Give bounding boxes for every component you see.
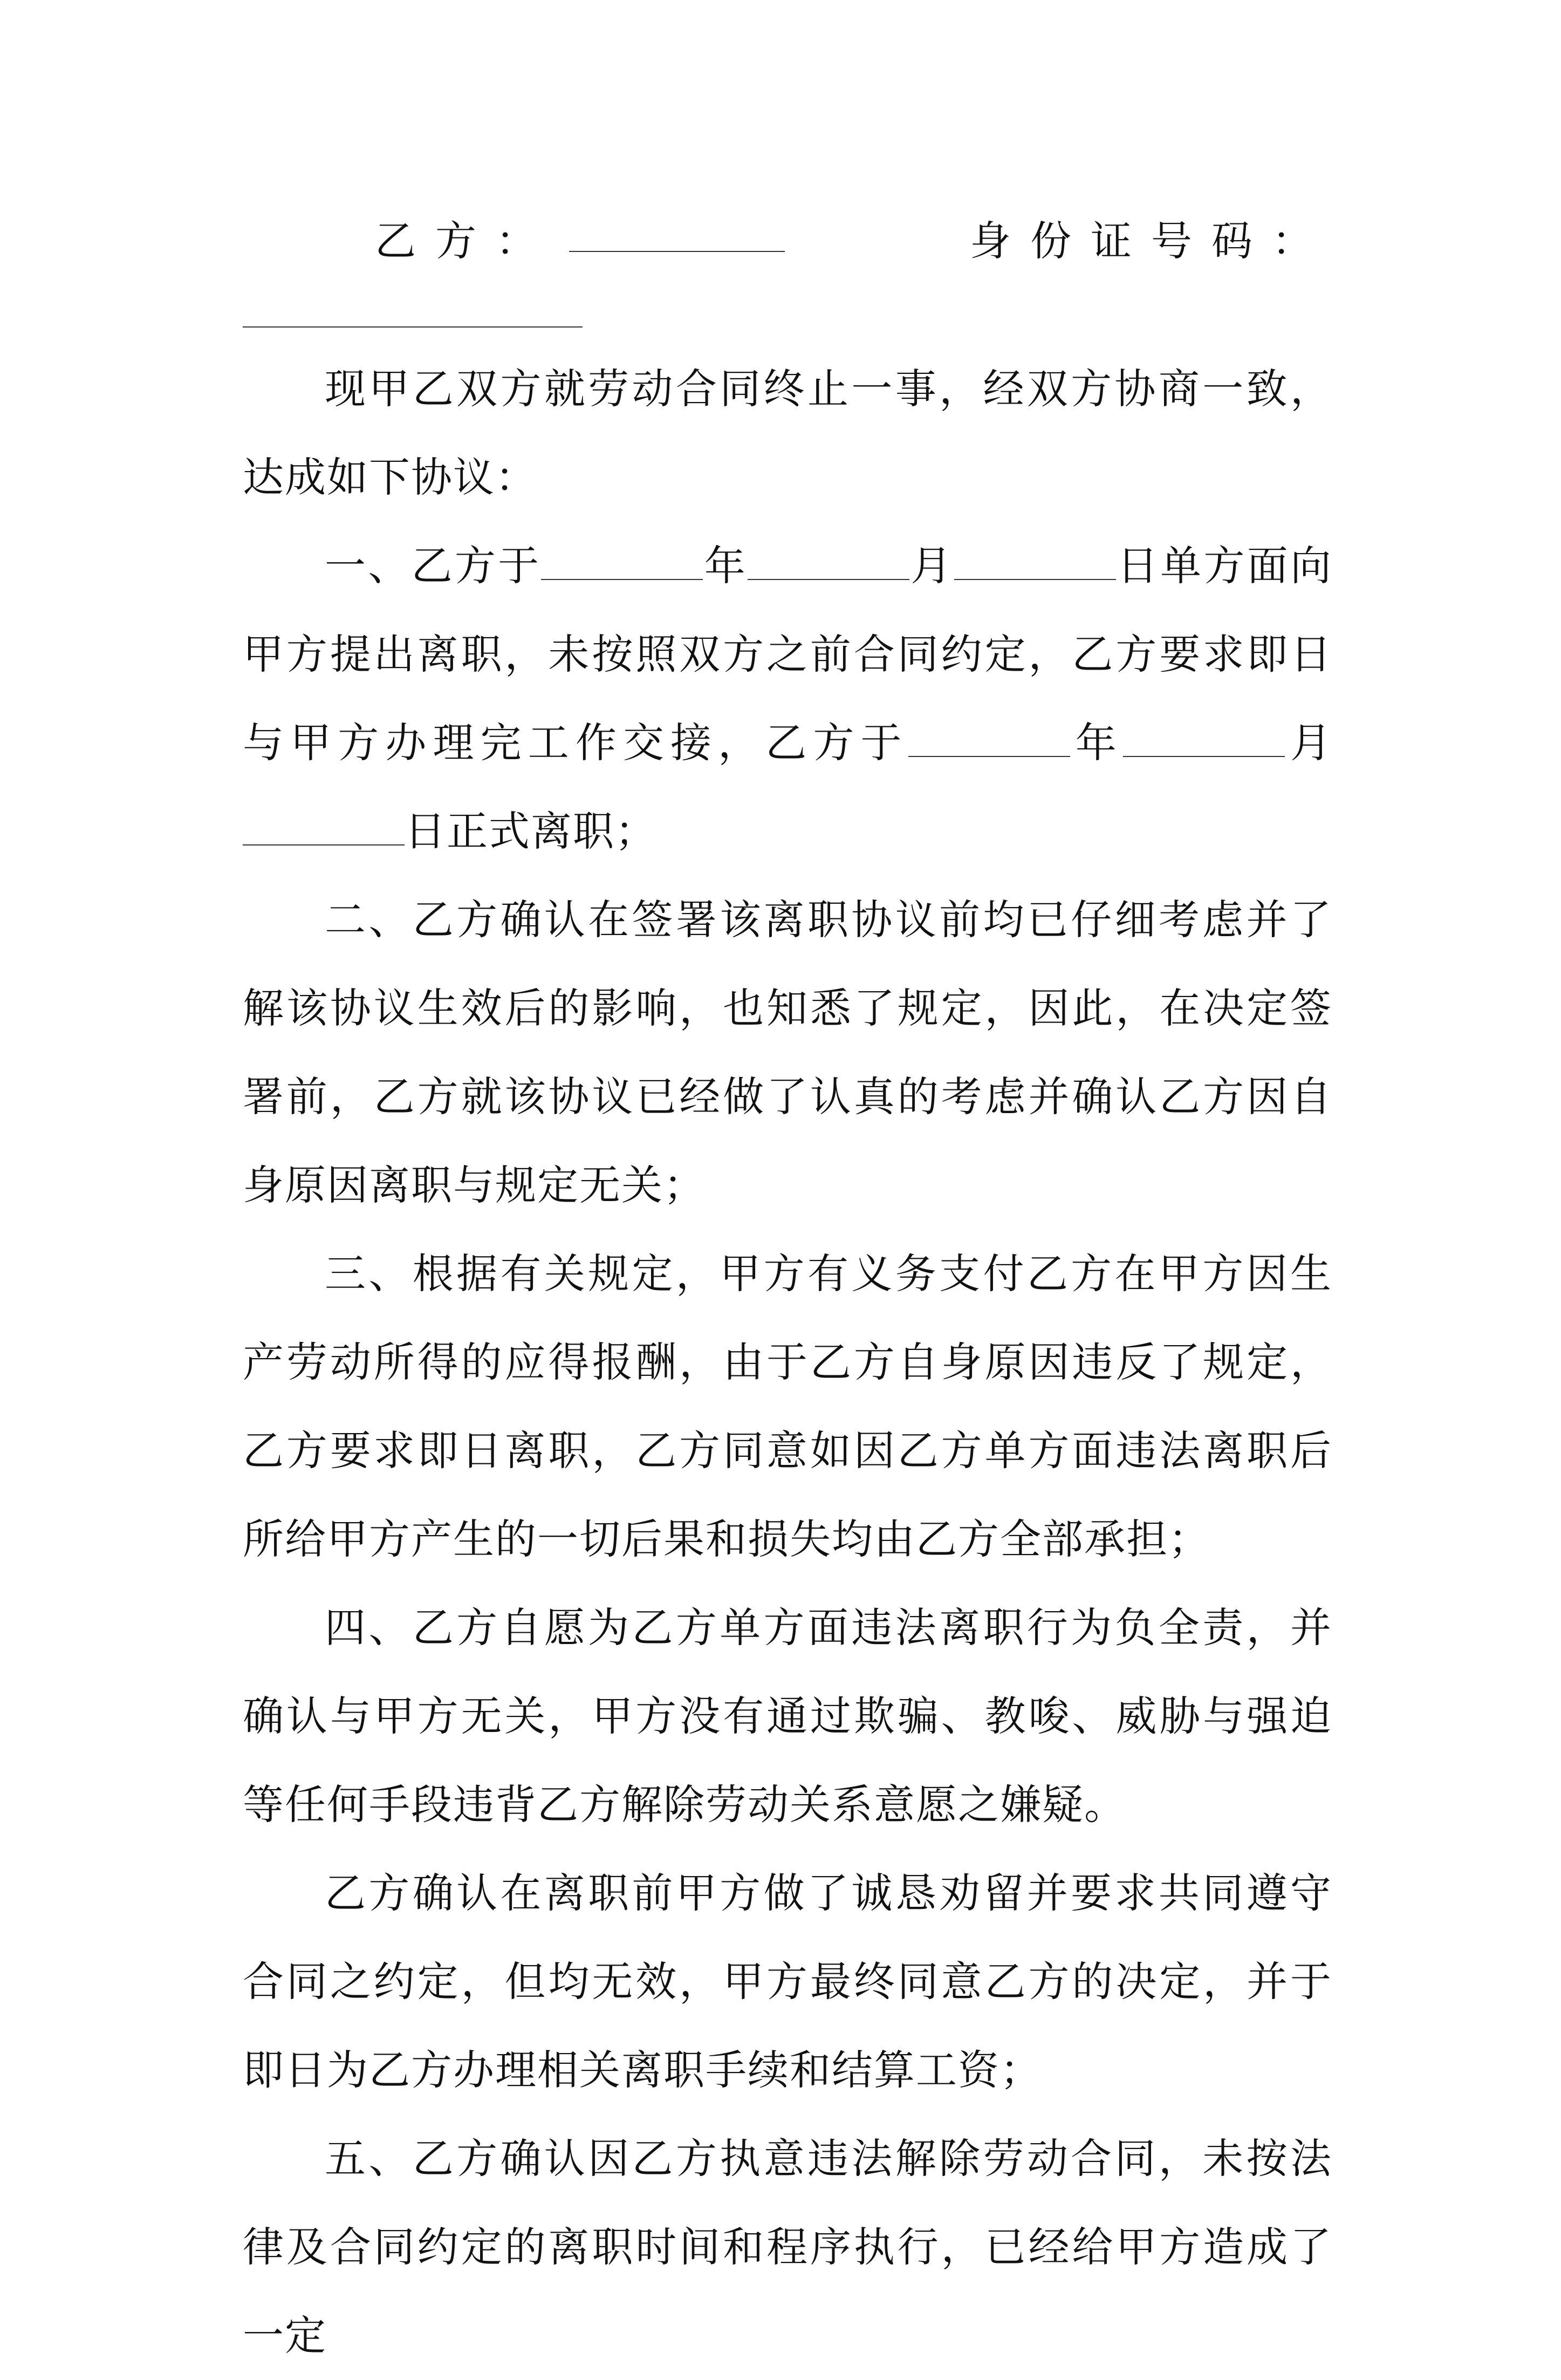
year-blank-2 [908, 717, 1070, 757]
year-blank [541, 540, 703, 580]
year-label-2: 年 [1070, 719, 1123, 767]
clause-1-paragraph [243, 522, 1332, 876]
id-number-blank [243, 326, 583, 328]
month-label-2: 月 [1284, 719, 1333, 767]
clause-4-paragraph: 四、乙方自愿为乙方单方面违法离职行为负全责，并确认与甲方无关，甲方没有通过欺骗、教唆、威胁与强迫等任何手段违背乙方解除劳动关系意愿之嫌疑。 [243, 1604, 1332, 1829]
id-number-label: 身份证号码： [970, 217, 1332, 265]
month-blank-2 [1123, 717, 1285, 757]
clause-3-paragraph: 三、根据有关规定，甲方有义务支付乙方在甲方因生产劳动所得的应得报酬，由于乙方自身原因违反了规定，乙方要求即日离职，乙方同意如因乙方单方面违法离职后所给甲方产生的一切后果和损失均由乙方全部承担； [243, 1250, 1332, 1563]
clause-1-text-c: 日正式离职； [405, 807, 657, 855]
clause-4b-paragraph: 乙方确认在离职前甲方做了诚恳劝留并要求共同遵守合同之约定，但均无效，甲方最终同意乙方的决定，并于即日为乙方办理相关离职手续和结算工资； [243, 1869, 1332, 2094]
clause-1-text-b: 日单方面向甲方提出离职，未按照双方之前合同约定，乙方要求即日与甲方办理完工作交接，乙方于 [243, 542, 1333, 767]
year-label: 年 [703, 542, 748, 590]
month-blank [748, 540, 909, 580]
day-blank [954, 540, 1116, 580]
intro-paragraph: 现甲乙双方就劳动合同终止一事，经双方协商一致，达成如下协议： [243, 365, 1332, 501]
agreement-body [243, 197, 1332, 2380]
party-b-name-blank [569, 251, 785, 252]
clause-1-text-a: 一、乙方于 [325, 542, 542, 590]
month-label: 月 [909, 542, 954, 590]
party-b-line [243, 197, 1332, 285]
clause-2-paragraph: 二、乙方确认在签署该离职协议前均已仔细考虑并了解该协议生效后的影响，也知悉了规定，因此，在决定签署前，乙方就该协议已经做了认真的考虑并确认乙方因自身原因离职与规定无关； [243, 896, 1332, 1209]
id-number-blank-line [243, 285, 1332, 345]
clause-5-paragraph: 五、乙方确认因乙方执意违法解除劳动合同，未按法律及合同约定的离职时间和程序执行，已经给甲方造成了一定 [243, 2135, 1332, 2359]
party-b-label: 乙方： [375, 217, 556, 265]
day-blank-2 [243, 806, 405, 845]
